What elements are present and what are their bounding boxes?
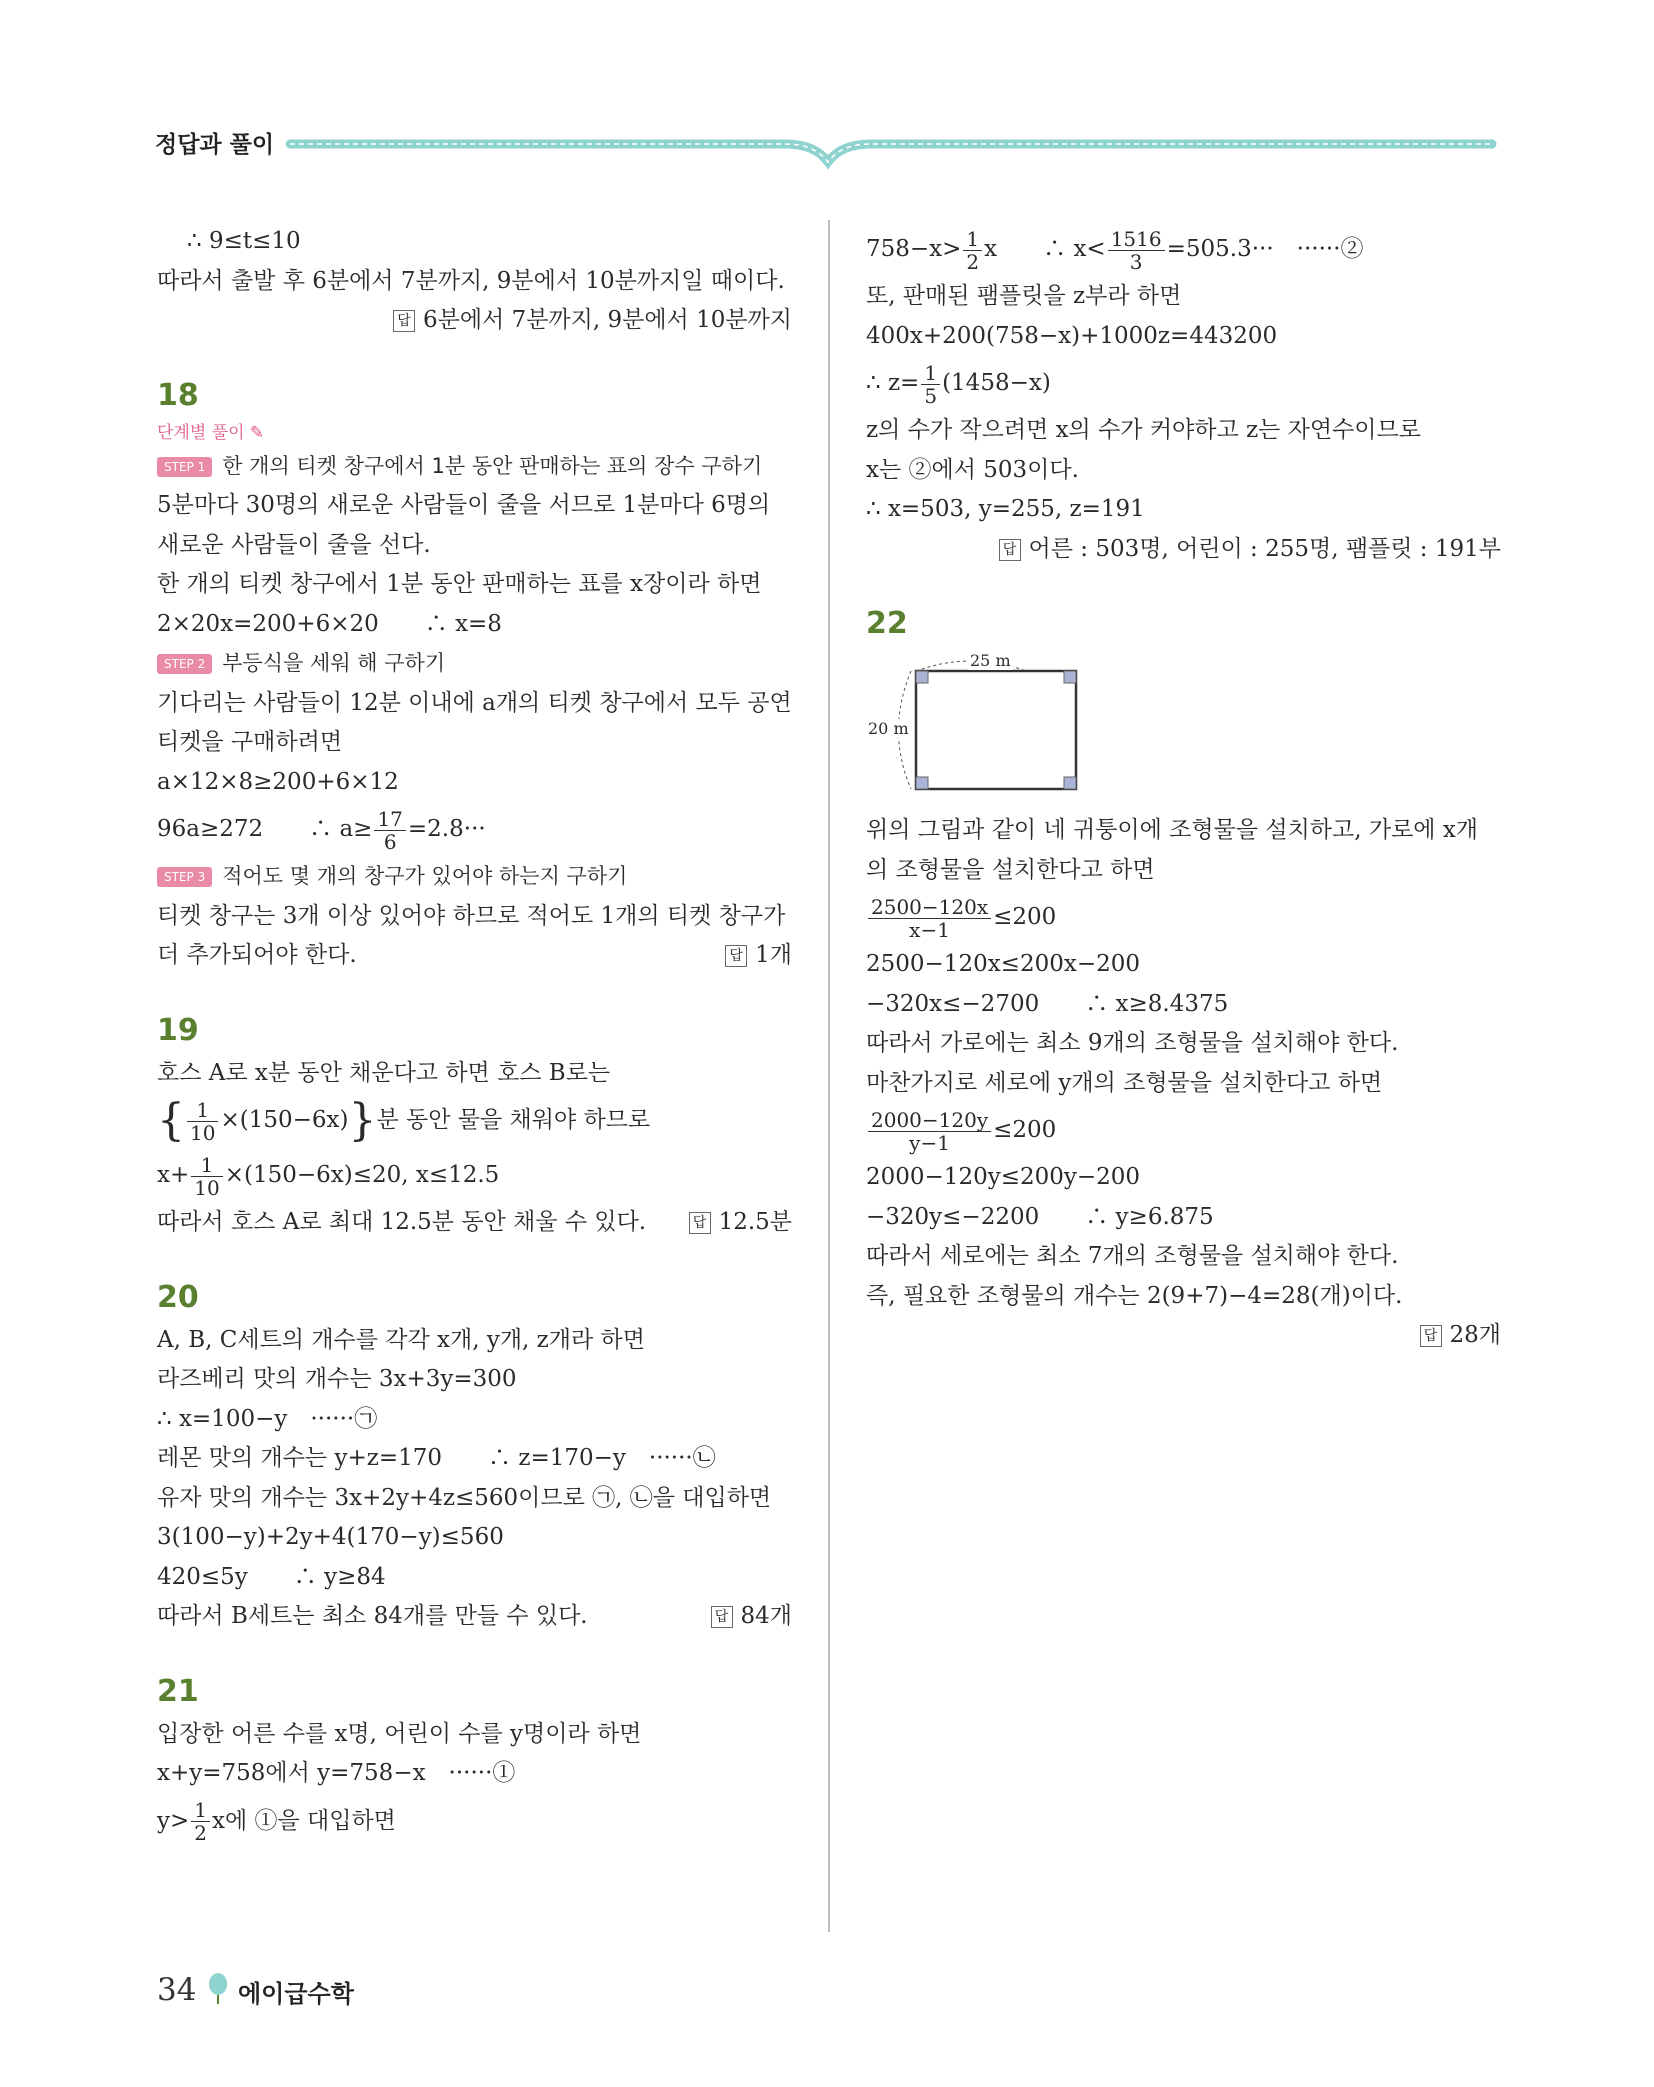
answer-text: 답 12.5분 — [689, 1203, 792, 1243]
solution-line: 따라서 호스 A로 최대 12.5분 동안 채울 수 있다. 답 12.5분 — [157, 1203, 792, 1243]
solution-line: 기다리는 사람들이 12분 이내에 a개의 티켓 창구에서 모두 공연 — [157, 689, 792, 716]
fraction: $\frac{1}{5}$ — [921, 362, 940, 407]
solution-subtitle: 단계별 풀이 ✎ — [157, 422, 265, 443]
solution-line: 420≤5y ∴ y≥84 — [157, 1563, 386, 1590]
solution-line: $\frac{2500-120x}{x-1}$ ≤200 — [866, 890, 1501, 945]
answer-text: 28개 — [1449, 1322, 1501, 1348]
fraction: $\frac{1}{2}$ — [191, 1799, 210, 1844]
answer-line — [866, 530, 1501, 570]
intro-line: ∴ 9≤t≤10 — [187, 228, 301, 254]
fraction: $\frac{1516}{3}$ — [1108, 228, 1165, 273]
answer-mark: 답 — [999, 539, 1021, 561]
answer-text: 답 1개 — [725, 936, 792, 976]
solution-line: z의 수가 작으려면 x의 수가 커야하고 z는 자연수이므로 — [866, 417, 1421, 443]
step-header — [157, 644, 792, 684]
fraction: $\frac{2500-120x}{x-1}$ — [868, 896, 991, 941]
solution-line: 티켓 창구는 3개 이상 있어야 하므로 적어도 1개의 티켓 창구가 — [157, 902, 786, 929]
step-title: 적어도 몇 개의 창구가 있어야 하는지 구하기 — [222, 864, 628, 888]
answer-line — [157, 301, 792, 341]
magnifier-icon: ✎ — [249, 422, 265, 443]
question-number: 20 — [157, 1279, 199, 1315]
solution-line: −320y≤−2200 ∴ y≥6.875 — [866, 1203, 1214, 1230]
column-divider — [828, 220, 830, 1932]
solution-line: 위의 그림과 같이 네 귀퉁이에 조형물을 설치하고, 가로에 x개 — [866, 817, 1479, 843]
solution-line: a×12×8≥200+6×12 — [157, 768, 399, 795]
question-number: 18 — [157, 377, 199, 413]
answer-mark: 답 — [393, 310, 415, 332]
step-header — [157, 857, 792, 897]
solution-line: y> $\frac{1}{2}$ x에 ①을 대입하면 — [157, 1798, 396, 1845]
question-number: 22 — [866, 606, 908, 641]
fraction: $\frac{1}{10}$ — [191, 1154, 222, 1199]
solution-line: x+y=758에서 y=758−x ······① — [157, 1760, 516, 1786]
fraction: $\frac{17}{6}$ — [374, 808, 405, 853]
answer-mark: 답 — [689, 1212, 711, 1234]
height-label: 20 m — [868, 719, 909, 738]
solution-line: 2000−120y≤200y−200 — [866, 1164, 1141, 1190]
solution-line: 5분마다 30명의 새로운 사람들이 줄을 서므로 1분마다 6명의 — [157, 492, 771, 518]
solution-line: 의 조형물을 설치한다고 하면 — [866, 856, 1155, 883]
solution-line: 티켓을 구매하려면 — [157, 729, 343, 755]
left-column — [157, 222, 792, 1849]
solution-line: 3(100−y)+2y+4(170−y)≤560 — [157, 1524, 504, 1550]
solution-line: 라즈베리 맛의 개수는 3x+3y=300 — [157, 1366, 517, 1392]
step-title: 한 개의 티켓 창구에서 1분 동안 판매하는 표의 장수 구하기 — [222, 453, 763, 478]
answer-text: 어른 : 503명, 어린이 : 255명, 팸플릿 : 191부 — [1028, 535, 1501, 562]
solution-line: 또, 판매된 팸플릿을 z부라 하면 — [866, 283, 1182, 309]
solution-line: ∴ x=503, y=255, z=191 — [866, 496, 1145, 522]
page-number: 34 — [157, 1972, 197, 2008]
solution-line: 더 추가되어야 한다. 답 1개 — [157, 936, 792, 976]
fraction: $\frac{1}{10}$ — [187, 1099, 218, 1144]
header-decoration — [0, 118, 1654, 178]
width-label: 25 m — [970, 651, 1011, 670]
solution-line: 마찬가지로 세로에 y개의 조형물을 설치한다고 하면 — [866, 1069, 1383, 1096]
answer-text: 답 84개 — [711, 1597, 793, 1637]
solution-line: ∴ z= $\frac{1}{5}$ (1458−x) — [866, 360, 1051, 408]
solution-line: 2500−120x≤200x−200 — [866, 951, 1140, 977]
solution-line: 입장한 어른 수를 x명, 어린이 수를 y명이라 하면 — [157, 1720, 642, 1747]
page-header-title: 정답과 풀이 — [155, 132, 275, 158]
solution-line: 유자 맛의 개수는 3x+2y+4z≤560이므로 ㉠, ㉡을 대입하면 — [157, 1484, 772, 1511]
question-number: 21 — [157, 1673, 199, 1709]
answer-mark: 답 — [1420, 1325, 1442, 1347]
solution-line: 따라서 B세트는 최소 84개를 만들 수 있다. 답 84개 — [157, 1597, 792, 1637]
solution-line: 2×20x=200+6×20 ∴ x=8 — [157, 610, 502, 637]
answer-text: 6분에서 7분까지, 9분에서 10분까지 — [422, 307, 792, 333]
step-title: 부등식을 세워 해 구하기 — [222, 651, 446, 675]
step-badge: STEP 2 — [157, 654, 212, 674]
solution-line: A, B, C세트의 개수를 각각 x개, y개, z개라 하면 — [157, 1326, 645, 1353]
rectangle-diagram — [866, 651, 1146, 811]
step-badge: STEP 3 — [157, 867, 212, 887]
fraction: $\frac{1}{2}$ — [963, 228, 982, 273]
solution-line: x는 ②에서 503이다. — [866, 456, 1079, 483]
answer-mark: 답 — [725, 945, 747, 967]
solution-line: 400x+200(758−x)+1000z=443200 — [866, 322, 1278, 349]
solution-line: −320x≤−2700 ∴ x≥8.4375 — [866, 990, 1229, 1017]
solution-line: ∴ x=100−y ······㉠ — [157, 1405, 378, 1432]
question-number: 19 — [157, 1012, 199, 1048]
answer-line — [866, 1316, 1501, 1356]
solution-line: { $\frac{1}{10}$ ×(150−6x)}분 동안 물을 채워야 하므로 — [157, 1095, 651, 1146]
solution-line: 한 개의 티켓 창구에서 1분 동안 판매하는 표를 x장이라 하면 — [157, 571, 762, 597]
solution-line: 새로운 사람들이 줄을 선다. — [157, 531, 431, 558]
solution-line: 96a≥272 ∴ a≥ $\frac{17}{6}$ =2.8··· — [157, 806, 486, 854]
solution-line: 레몬 맛의 개수는 y+z=170 ∴ z=170−y ······㉡ — [157, 1445, 716, 1471]
right-column — [866, 222, 1501, 1356]
answer-mark: 답 — [711, 1606, 733, 1628]
fraction: $\frac{2000-120y}{y-1}$ — [868, 1109, 991, 1154]
step-badge: STEP 1 — [157, 457, 212, 477]
step-header — [157, 447, 792, 487]
solution-line: 따라서 가로에는 최소 9개의 조형물을 설치해야 한다. — [866, 1030, 1399, 1056]
solution-line: 따라서 세로에는 최소 7개의 조형물을 설치해야 한다. — [866, 1243, 1399, 1269]
solution-line: x+ $\frac{1}{10}$ ×(150−6x)≤20, x≤12.5 — [157, 1152, 500, 1200]
intro-line: 따라서 출발 후 6분에서 7분까지, 9분에서 10분까지일 때이다. — [157, 267, 785, 294]
balloon-icon — [206, 1972, 230, 2006]
solution-line: 호스 A로 x분 동안 채운다고 하면 호스 B로는 — [157, 1059, 611, 1086]
solution-line: 즉, 필요한 조형물의 개수는 2(9+7)−4=28(개)이다. — [866, 1282, 1403, 1309]
brand-logo-text: 에이급수학 — [238, 1980, 354, 2008]
solution-line: 758−x> $\frac{1}{2}$ x ∴ x< $\frac{1516}{3}$ =505.3··· ······② — [866, 226, 1364, 274]
solution-line: $\frac{2000-120y}{y-1}$ ≤200 — [866, 1103, 1501, 1158]
